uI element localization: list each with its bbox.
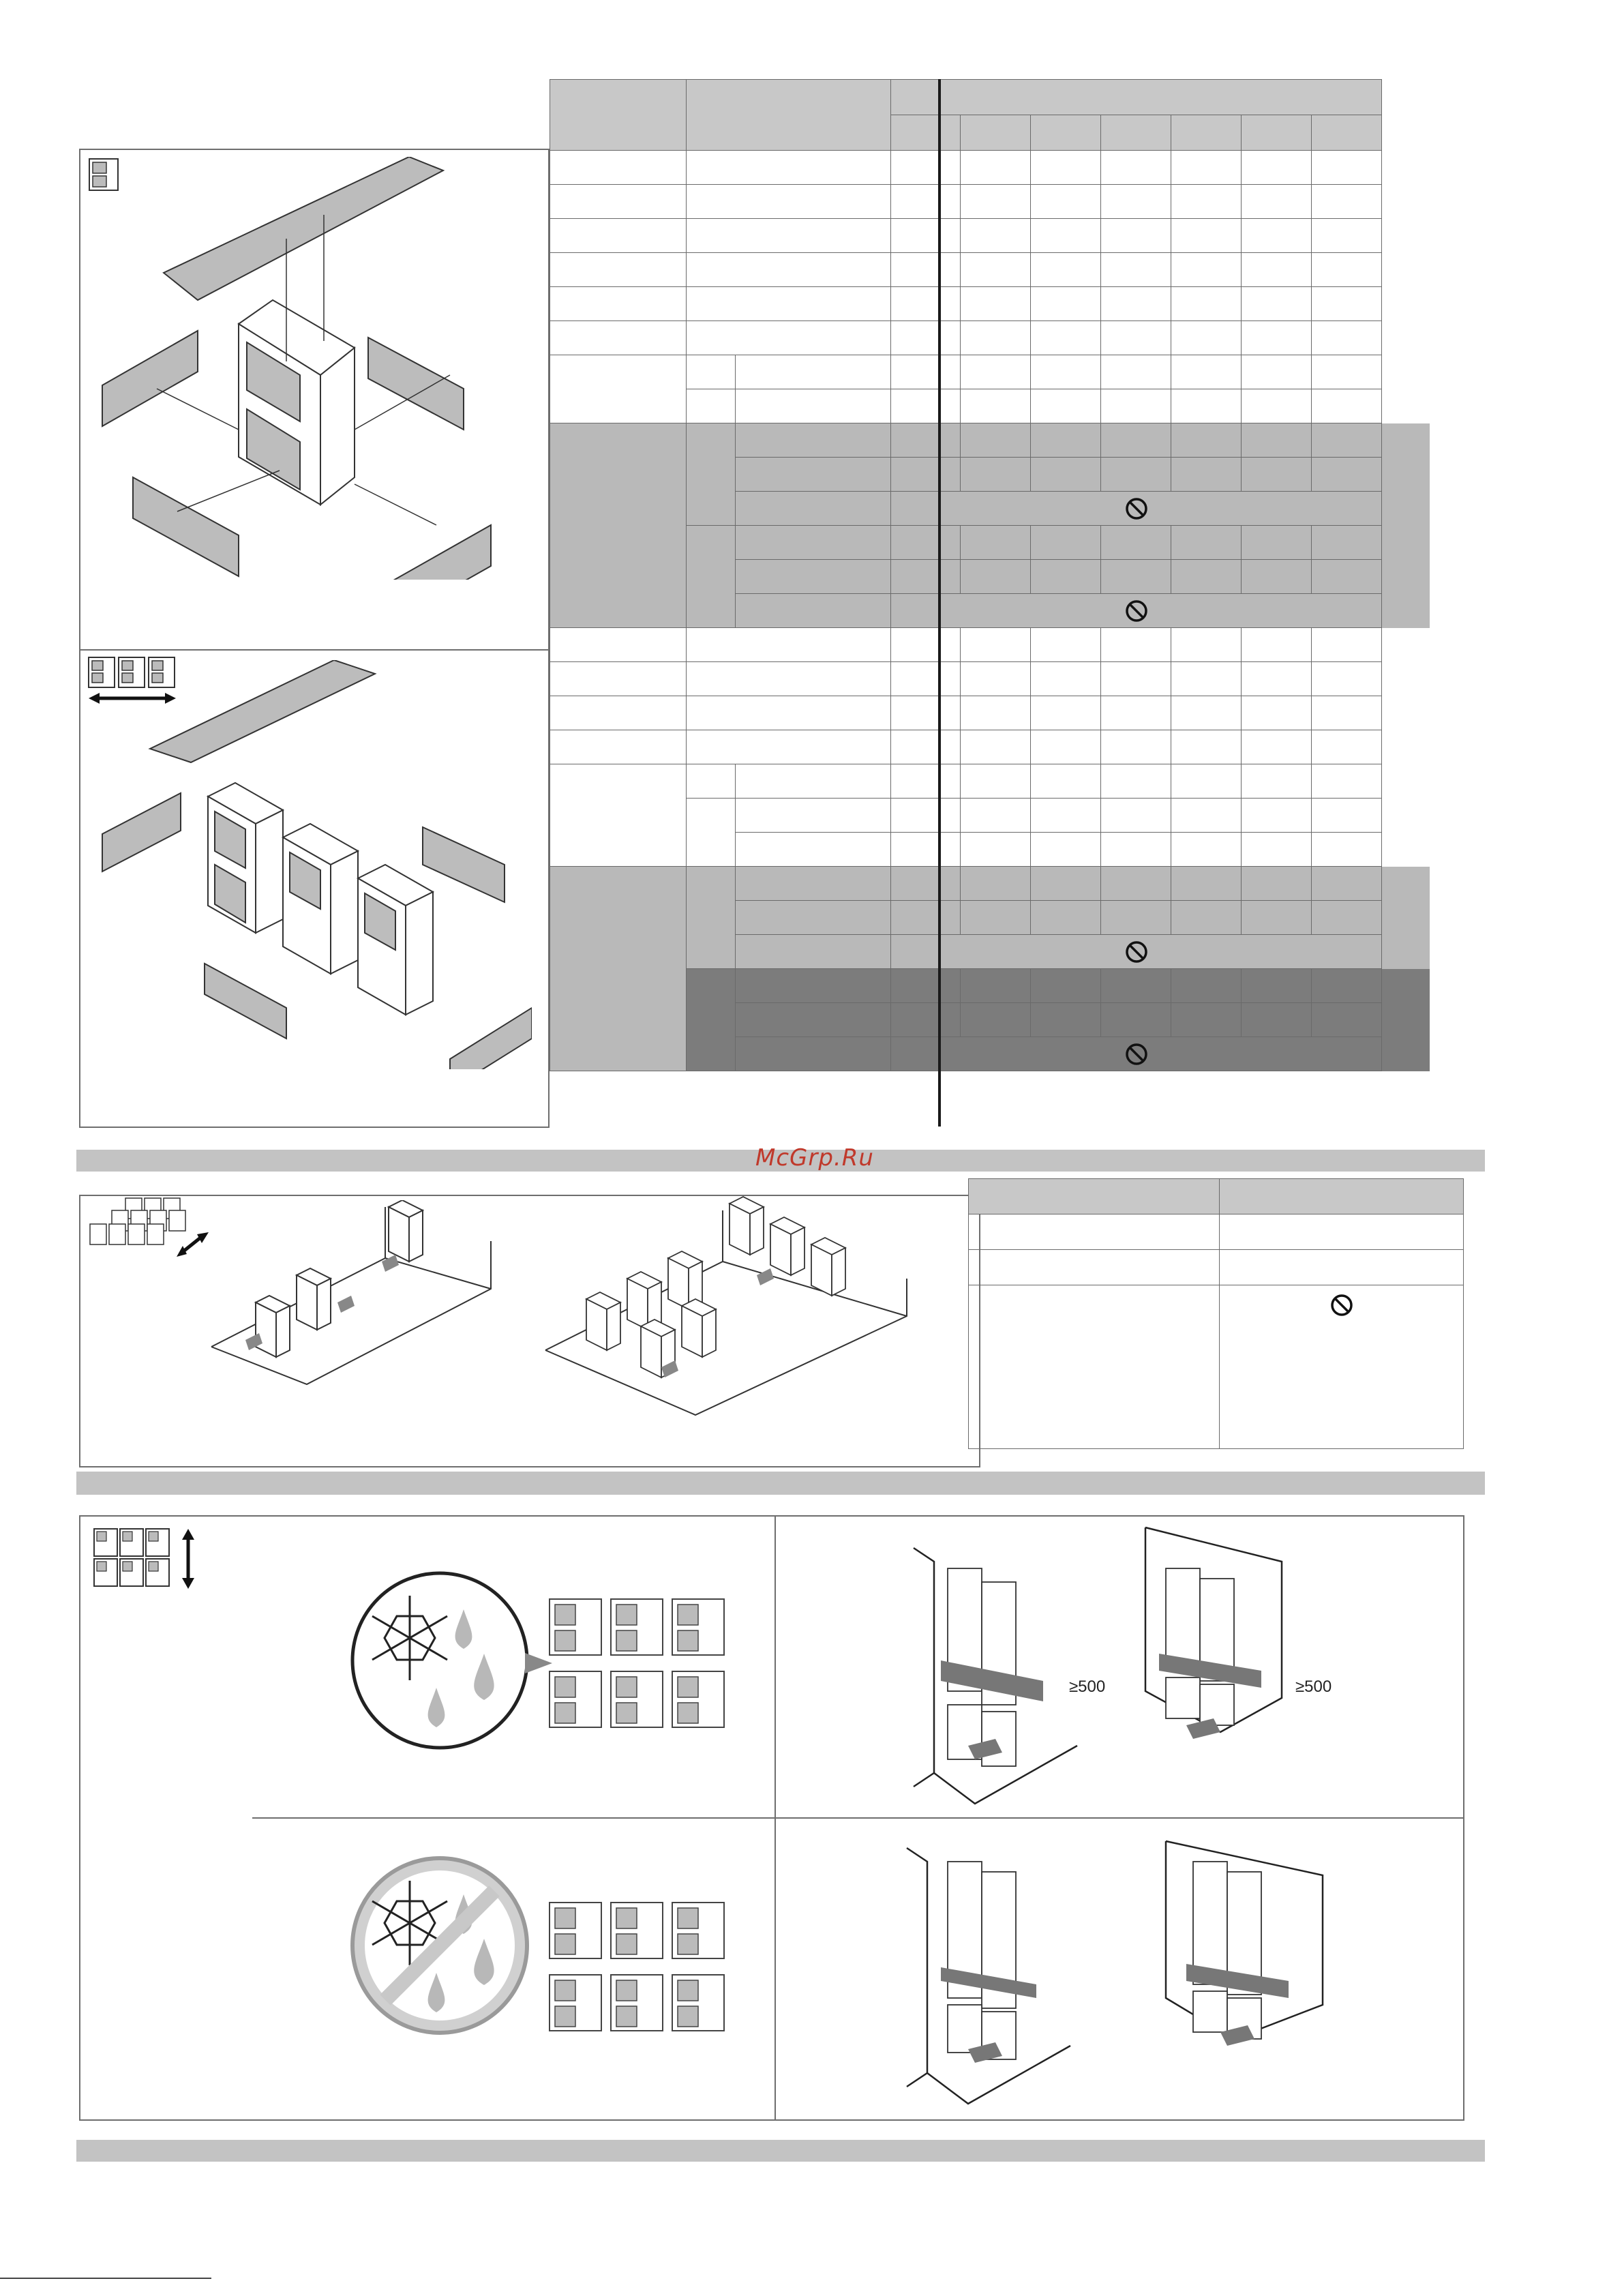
unit-grid-icon <box>548 1598 727 1729</box>
row-units-clearance-diagram <box>95 660 532 1069</box>
stacked-units-wall-diagram-upper-right <box>1139 1521 1316 1766</box>
single-unit-clearance-diagram <box>95 157 505 580</box>
stacked-units-wall-diagram-lower-right <box>1145 1834 1343 2080</box>
table-row <box>550 355 1430 389</box>
snowflake-raindrop-icon <box>348 1568 532 1753</box>
table-row <box>550 185 1430 219</box>
stacked-units-wall-diagram-lower-left <box>900 1841 1104 2114</box>
table-row <box>969 1250 1464 1285</box>
table-row <box>550 151 1430 185</box>
table-row <box>550 423 1430 458</box>
table-row <box>550 80 1430 115</box>
table-row <box>550 662 1430 696</box>
bottom-left-horizontal-divider <box>252 1817 776 1819</box>
section-band-3 <box>76 2140 1485 2162</box>
condition-table <box>968 1178 1464 1449</box>
bottom-right-horizontal-divider <box>775 1817 1464 1819</box>
table-row <box>550 764 1430 799</box>
table-row <box>550 696 1430 730</box>
footer-rule <box>0 2278 211 2279</box>
top-clearance-table <box>550 79 1430 1071</box>
no-entry-icon <box>1125 599 1148 623</box>
clearance-label: ≥500 <box>1295 1678 1332 1696</box>
row-units-layout-diagram-2 <box>539 1183 920 1442</box>
table-row <box>969 1285 1464 1449</box>
table-row <box>550 219 1430 253</box>
row-units-layout-diagram-1 <box>205 1200 518 1405</box>
section-band-2 <box>76 1472 1485 1495</box>
no-snowfall-icon <box>348 1853 532 2038</box>
top-left-divider <box>79 649 550 651</box>
table-thick-divider <box>938 79 941 1127</box>
no-entry-icon <box>1330 1294 1353 1317</box>
table-row <box>550 730 1430 764</box>
watermark: McGrp.Ru <box>755 1144 874 1172</box>
no-entry-icon <box>1125 940 1148 964</box>
table-row <box>550 867 1430 901</box>
stacked-units-icon <box>93 1527 202 1590</box>
clearance-label: ≥500 <box>1069 1678 1106 1696</box>
no-entry-icon <box>1125 1043 1148 1066</box>
table-row <box>550 253 1430 287</box>
table-row <box>550 321 1430 355</box>
table-row <box>969 1179 1464 1214</box>
table-row <box>550 287 1430 321</box>
no-entry-icon <box>1125 497 1148 520</box>
unit-grid-icon <box>548 1901 727 2032</box>
table-row <box>550 628 1430 662</box>
table-row <box>969 1214 1464 1250</box>
